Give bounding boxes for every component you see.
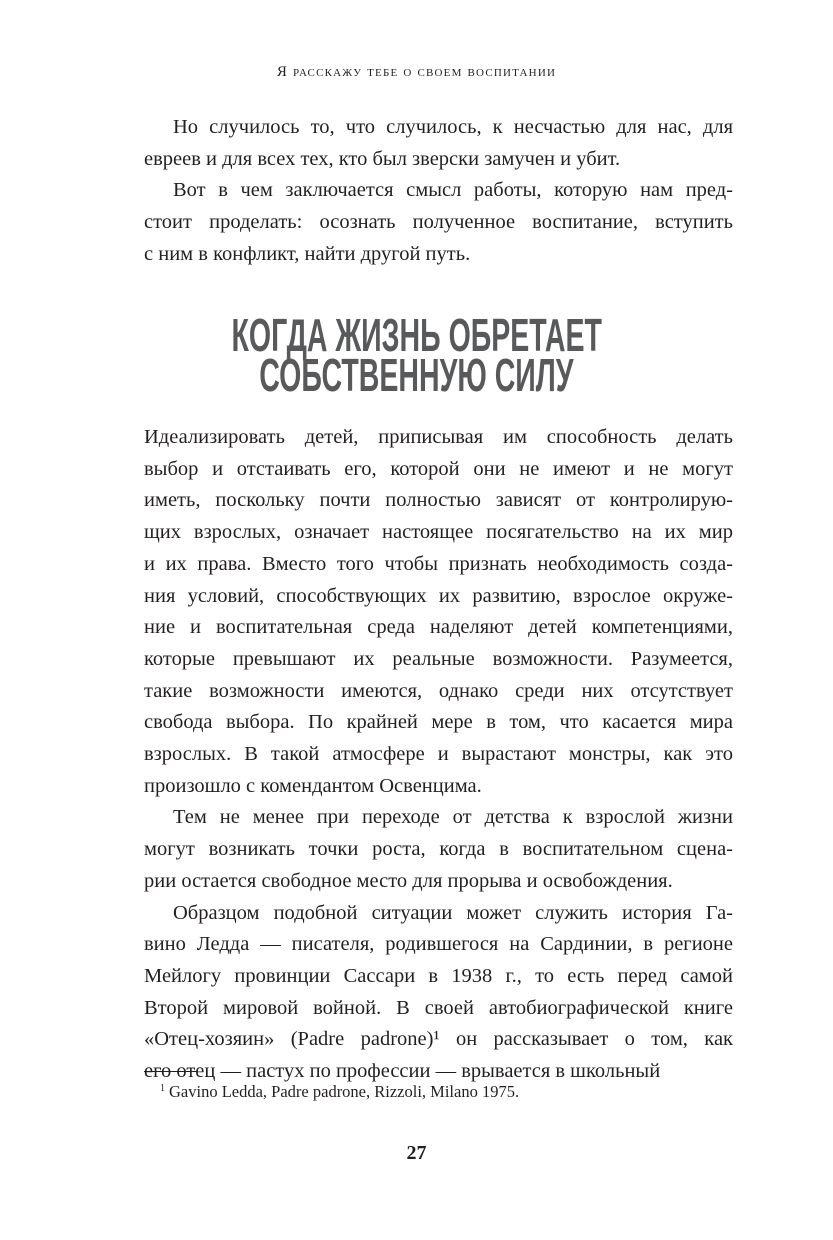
text-line: Но случилось то, что случилось, к несчастью для нас, для <box>173 116 733 138</box>
text-line: которые превышают их реальные возможности. Разумеется, <box>144 647 733 670</box>
text-line: ние и воспитательная среда наделяют детей компетенциями, <box>144 616 733 639</box>
text-line: евреев и для всех тех, кто был зверски замучен и убит. <box>144 147 621 170</box>
section-heading-text: СОБСТВЕННУЮ СИЛУ <box>259 349 574 401</box>
text-line: вино Ледда — писателя, родившегося на Сардинии, в регионе <box>144 933 733 956</box>
text-line: могут возникать точки роста, когда в воспитательном сцена- <box>144 838 733 861</box>
text-line: его отец — пастух по профессии — врывается в школьный <box>144 1060 661 1082</box>
text-line: с ним в конфликт, найти другой путь. <box>144 242 471 265</box>
text-line: «Отец-хозяин» (Padre padrone)¹ он рассказывает о том, как <box>144 1028 733 1051</box>
page-number: 27 <box>406 1142 427 1164</box>
text-line: выбор и отстаивать его, которой они не имеют и не могут <box>144 457 733 480</box>
text-line: иметь, поскольку почти полностью зависят от контролирую- <box>144 489 733 512</box>
footnote-divider <box>144 1071 197 1072</box>
text-line: произошло с комендантом Освенцима. <box>144 774 482 797</box>
text-line: Второй мировой войной. В своей автобиографической книге <box>144 996 733 1019</box>
running-head: Я расскажу тебе о своем воспитании <box>276 64 557 80</box>
footnote <box>160 1082 519 1102</box>
text-line: Идеализировать детей, приписывая им способность делать <box>144 426 733 448</box>
text-line: такие возможности имеются, однако среди них отсутствует <box>144 679 733 702</box>
text-line: и их права. Вместо того чтобы признать необходимость созда- <box>144 552 733 575</box>
text-line: ния условий, способствующих их развитию, взрослое окруже- <box>144 584 733 607</box>
text-line: Образцом подобной ситуации может служить история Га- <box>173 901 733 924</box>
text-line: Тем не менее при переходе от детства к взрослой жизни <box>173 806 733 829</box>
text-line: Мейлогу провинции Сассари в 1938 г., то есть перед самой <box>144 964 733 987</box>
footnote-text: Gavino Ledda, Padre padrone, Rizzoli, Milano 1975. <box>169 1082 520 1101</box>
text-line: Вот в чем заключается смысл работы, которую нам пред- <box>173 179 733 202</box>
text-line: щих взрослых, означает настоящее посягательство на их мир <box>144 521 733 544</box>
section-heading-text: КОГДА ЖИЗНЬ ОБРЕТАЕТ <box>231 309 602 361</box>
text-line: рии остается свободное место для прорыва и освобождения. <box>144 869 673 892</box>
footnote-marker: 1 <box>160 1082 165 1094</box>
text-line: стоит проделать: осознать полученное воспитание, вступить <box>144 211 733 234</box>
section-heading-line-2 <box>0 349 833 401</box>
text-line: свобода выбора. По крайней мере в том, что касается мира <box>144 711 733 734</box>
text-line: взрослых. В такой атмосфере и вырастают монстры, как это <box>144 743 733 765</box>
